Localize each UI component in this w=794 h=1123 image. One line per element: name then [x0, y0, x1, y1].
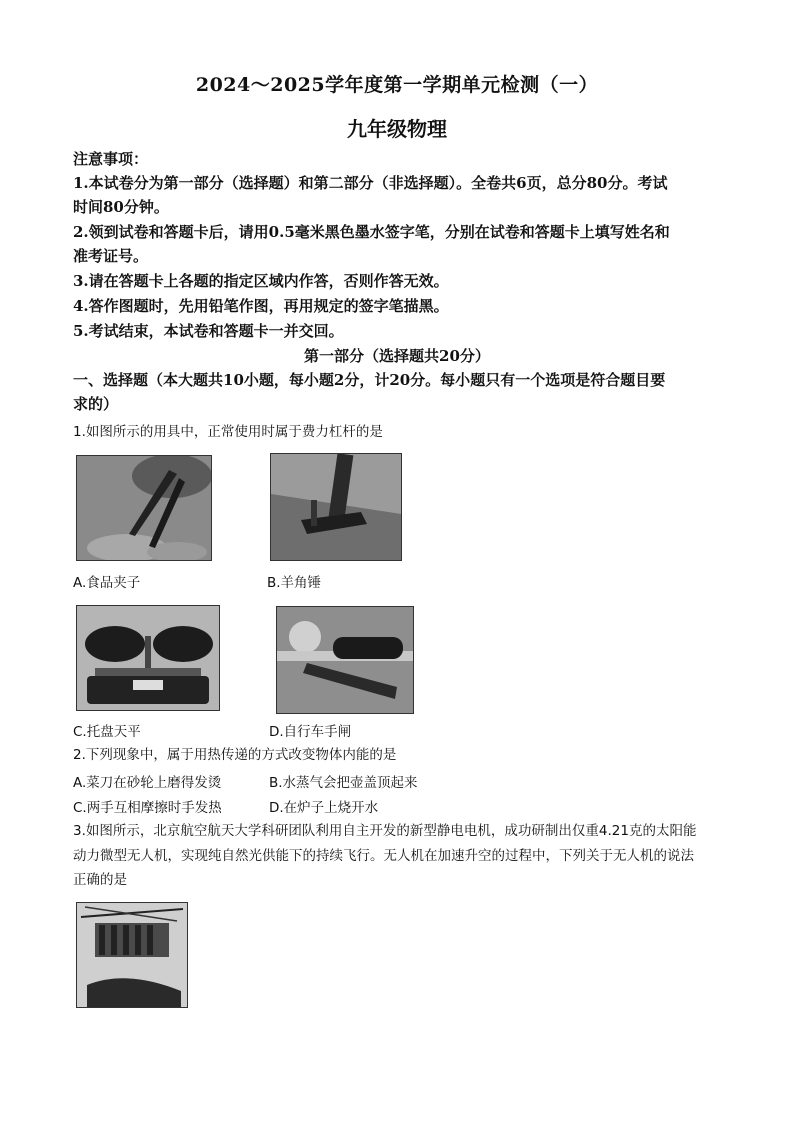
question-3-stem: 3.如图所示，北京航空航天大学科研团队利用自主开发的新型静电电机，成功研制出仅重4.21克的太阳能	[73, 823, 697, 839]
exam-title: 2024～2025学年度第一学期单元检测（一）	[195, 74, 599, 96]
option-c: C.托盘天平	[73, 724, 141, 740]
note-line: 3.请在答题卡上各题的指定区域内作答，否则作答无效。	[73, 272, 449, 290]
note-line: 5.考试结束，本试卷和答题卡一并交回。	[73, 322, 344, 340]
option-d: D.在炉子上烧开水	[269, 800, 379, 816]
bicycle-brake-photo	[276, 606, 414, 714]
section-heading: 一、选择题（本大题共10小题，每小题2分，计20分。每小题只有一个选项是符合题目要	[73, 371, 666, 389]
option-a: A.食品夹子	[73, 575, 141, 591]
balance-scale-photo	[76, 605, 220, 711]
note-line: 1.本试卷分为第一部分（选择题）和第二部分（非选择题）。全卷共6页，总分80分。考试	[73, 174, 668, 192]
note-line: 4.答作图题时，先用铅笔作图，再用规定的签字笔描黑。	[73, 297, 449, 315]
note-line: 2.领到试卷和答题卡后，请用0.5毫米黑色墨水签字笔，分别在试卷和答题卡上填写姓名和	[73, 223, 670, 241]
question-3-stem: 正确的是	[73, 872, 127, 888]
section-heading-cont: 求的）	[73, 395, 119, 413]
micro-drone-photo	[76, 902, 188, 1008]
option-b: B.羊角锤	[267, 575, 322, 591]
exam-subject: 九年级物理	[347, 117, 447, 141]
part1-heading: 第一部分（选择题共20分）	[304, 347, 490, 365]
notes-heading: 注意事项：	[73, 150, 149, 168]
claw-hammer-photo	[270, 453, 402, 561]
option-b: B.水蒸气会把壶盖顶起来	[269, 775, 418, 791]
option-a: A.菜刀在砂轮上磨得发烫	[73, 775, 222, 791]
option-d: D.自行车手闸	[269, 724, 352, 740]
note-line: 准考证号。	[73, 247, 149, 265]
option-c: C.两手互相摩擦时手发热	[73, 800, 222, 816]
question-2-stem: 2.下列现象中，属于用热传递的方式改变物体内能的是	[73, 747, 397, 763]
question-3-stem: 动力微型无人机，实现纯自然光供能下的持续飞行。无人机在加速升空的过程中，下列关于无人机的说法	[73, 848, 694, 864]
note-line: 时间80分钟。	[73, 198, 169, 216]
tongs-photo	[76, 455, 212, 561]
question-1-stem: 1.如图所示的用具中，正常使用时属于费力杠杆的是	[73, 424, 383, 440]
